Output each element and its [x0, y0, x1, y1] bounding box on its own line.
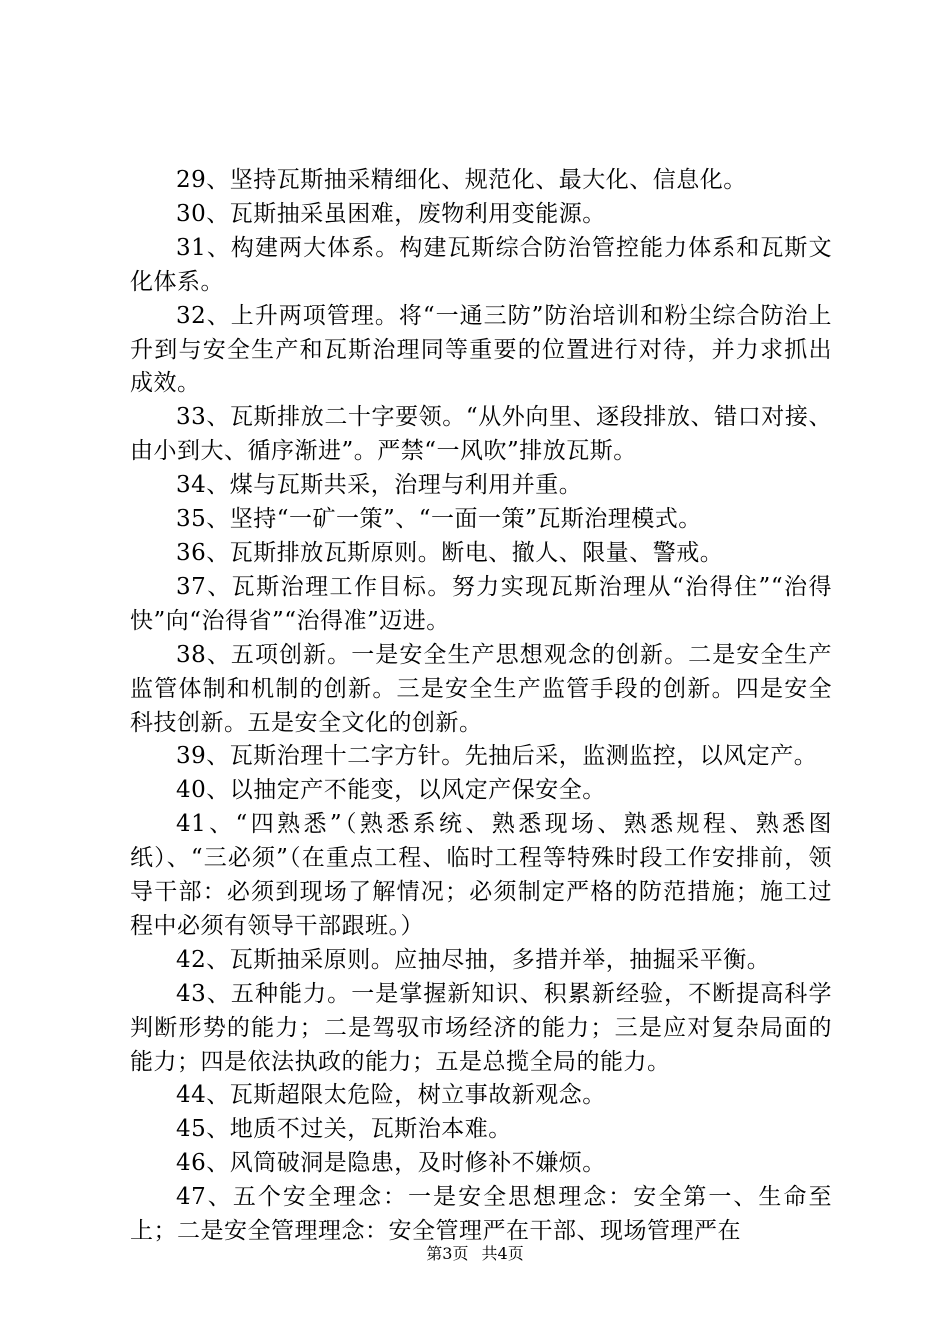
paragraph-47: 47、五个安全理念：一是安全思想理念：安全第一、生命至上；二是安全管理理念：安全管理严在干部、现场管理严在 [130, 1184, 832, 1245]
paragraph-33: 33、瓦斯排放二十字要领。“从外向里、逐段排放、错口对接、由小到大、循序渐进”。严禁“一风吹”排放瓦斯。 [130, 404, 832, 465]
paragraph-41: 41、“四熟悉”（熟悉系统、熟悉现场、熟悉规程、熟悉图纸）、“三必须”（在重点工程、临时工程等特殊时段工作安排前，领导干部：必须到现场了解情况；必须制定严格的防范措施；施工过程中必须有领导干部跟班。） [130, 811, 832, 939]
paragraph-34: 34、煤与瓦斯共采，治理与利用并重。 [176, 472, 583, 499]
paragraph-44: 44、瓦斯超限太危险，树立事故新观念。 [176, 1082, 606, 1109]
page-footer [0, 1244, 950, 1264]
page-number: 第3页 [426, 1244, 469, 1263]
paragraph-30: 30、瓦斯抽采虽困难，废物利用变能源。 [176, 200, 606, 227]
paragraph-46: 46、风筒破洞是隐患，及时修补不嫌烦。 [176, 1150, 606, 1177]
paragraph-43: 43、五种能力。一是掌握新知识、积累新经验，不断提高科学判断形势的能力；二是驾驭市场经济的能力；三是应对复杂局面的能力；四是依法执政的能力；五是总揽全局的能力。 [130, 980, 832, 1075]
paragraph-32: 32、上升两项管理。将“一通三防”防治培训和粉尘综合防治上升到与安全生产和瓦斯治理同等重要的位置进行对待，并力求抓出成效。 [130, 302, 832, 397]
page-total: 共4页 [481, 1244, 524, 1263]
paragraph-29: 29、坚持瓦斯抽采精细化、规范化、最大化、信息化。 [176, 167, 747, 193]
document-body [130, 164, 832, 1249]
paragraph-36: 36、瓦斯排放瓦斯原则。断电、撤人、限量、警戒。 [176, 539, 724, 566]
paragraph-45: 45、地质不过关，瓦斯治本难。 [176, 1116, 512, 1143]
paragraph-42: 42、瓦斯抽采原则。应抽尽抽，多措并举，抽掘采平衡。 [176, 946, 771, 973]
paragraph-40: 40、以抽定产不能变，以风定产保安全。 [176, 777, 606, 804]
paragraph-39: 39、瓦斯治理十二字方针。先抽后采，监测监控，以风定产。 [176, 743, 818, 770]
paragraph-35: 35、坚持“一矿一策”、“一面一策”瓦斯治理模式。 [176, 506, 702, 533]
paragraph-31: 31、构建两大体系。构建瓦斯综合防治管控能力体系和瓦斯文化体系。 [130, 234, 832, 295]
paragraph-38: 38、五项创新。一是安全生产思想观念的创新。二是安全生产监管体制和机制的创新。三是安全生产监管手段的创新。四是安全科技创新。五是安全文化的创新。 [130, 641, 832, 736]
paragraph-37: 37、瓦斯治理工作目标。努力实现瓦斯治理从“治得住”“治得快”向“治得省”“治得准”迈进。 [130, 573, 832, 634]
